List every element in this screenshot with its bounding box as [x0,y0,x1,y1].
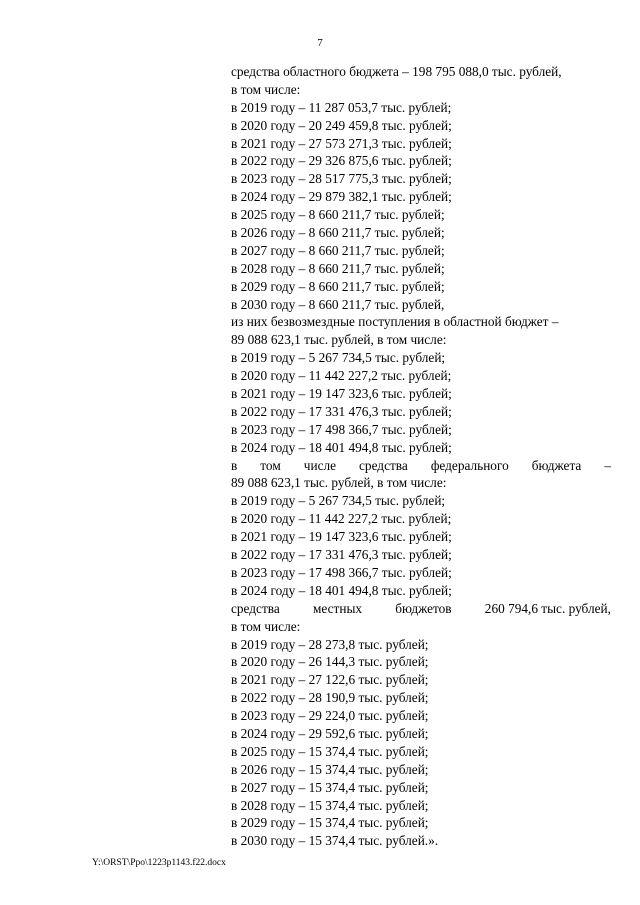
word: средства [231,600,280,616]
word: 260 794,6 тыс. рублей, [484,600,611,616]
list-item: в 2020 году – 26 144,3 тыс. рублей; [231,654,429,670]
list-item: в 2028 году – 8 660 211,7 тыс. рублей; [231,260,445,276]
list-item: в 2021 году – 27 122,6 тыс. рублей; [231,672,429,688]
list-item: в 2023 году – 28 517 775,3 тыс. рублей; [231,171,452,187]
list-item: в 2022 году – 17 331 476,3 тыс. рублей; [231,403,452,419]
grants-years-list [231,349,611,456]
word: средства [359,457,408,473]
word: местных [313,600,363,616]
word: бюджетов [395,600,452,616]
file-path-footer: Y:\ORST\Ppo\1223p1143.f22.docx [92,858,226,868]
list-item: в 2020 году – 11 442 227,2 тыс. рублей; [231,511,452,527]
list-item: в 2019 году – 5 267 734,5 тыс. рублей; [231,493,446,509]
list-item: в 2024 году – 29 879 382,1 тыс. рублей; [231,189,452,205]
word: том [260,457,281,473]
list-item: в 2023 году – 17 498 366,7 тыс. рублей; [231,564,452,580]
list-item: в 2030 году – 8 660 211,7 тыс. рублей, [231,296,445,312]
list-item: в 2022 году – 17 331 476,3 тыс. рублей; [231,547,452,563]
federal-years-list [231,492,611,599]
list-item: в 2027 году – 8 660 211,7 тыс. рублей; [231,242,445,258]
grants-intro: из них безвозмездные поступления в областной бюджет – [231,314,559,330]
local-budget-intro-cont: в том числе: [231,618,301,634]
list-item: в 2020 году – 20 249 459,8 тыс. рублей; [231,117,452,133]
list-item: в 2022 году – 29 326 875,6 тыс. рублей; [231,153,452,169]
local-years-list [231,636,611,851]
word: федерального [430,457,509,473]
list-item: в 2025 году – 15 374,4 тыс. рублей; [231,743,429,759]
page-number: 7 [317,37,323,49]
list-item: в 2022 году – 28 190,9 тыс. рублей; [231,690,429,706]
list-item: в 2025 году – 8 660 211,7 тыс. рублей; [231,207,445,223]
word: в [231,457,238,473]
document-body [231,63,611,850]
list-item: в 2029 году – 15 374,4 тыс. рублей; [231,815,429,831]
list-item: в 2021 году – 19 147 323,6 тыс. рублей; [231,529,452,545]
list-item: в 2026 году – 15 374,4 тыс. рублей; [231,761,429,777]
federal-budget-intro-cont: 89 088 623,1 тыс. рублей, в том числе: [231,475,447,491]
federal-budget-intro [231,457,611,475]
list-item: в 2019 году – 28 273,8 тыс. рублей; [231,636,429,652]
list-item: в 2027 году – 15 374,4 тыс. рублей; [231,779,429,795]
list-item: в 2030 году – 15 374,4 тыс. рублей.». [231,833,439,849]
word: числе [303,457,337,473]
oblast-budget-intro-cont: в том числе: [231,81,301,97]
local-budget-intro [231,600,611,618]
list-item: в 2029 году – 8 660 211,7 тыс. рублей; [231,278,445,294]
list-item: в 2028 году – 15 374,4 тыс. рублей; [231,797,429,813]
list-item: в 2021 году – 19 147 323,6 тыс. рублей; [231,386,452,402]
grants-intro-cont: 89 088 623,1 тыс. рублей, в том числе: [231,332,447,348]
list-item: в 2023 году – 17 498 366,7 тыс. рублей; [231,421,452,437]
word: – [604,457,611,473]
list-item: в 2020 году – 11 442 227,2 тыс. рублей; [231,368,452,384]
oblast-years-list [231,99,611,314]
list-item: в 2019 году – 5 267 734,5 тыс. рублей; [231,350,446,366]
list-item: в 2023 году – 29 224,0 тыс. рублей; [231,708,429,724]
list-item: в 2024 году – 18 401 494,8 тыс. рублей; [231,582,452,598]
list-item: в 2024 году – 18 401 494,8 тыс. рублей; [231,439,452,455]
list-item: в 2026 году – 8 660 211,7 тыс. рублей; [231,225,445,241]
oblast-budget-intro: средства областного бюджета – 198 795 088,0 тыс. рублей, [231,64,562,79]
word: бюджета [531,457,582,473]
list-item: в 2019 году – 11 287 053,7 тыс. рублей; [231,99,452,115]
list-item: в 2024 году – 29 592,6 тыс. рублей; [231,725,429,741]
list-item: в 2021 году – 27 573 271,3 тыс. рублей; [231,135,452,151]
